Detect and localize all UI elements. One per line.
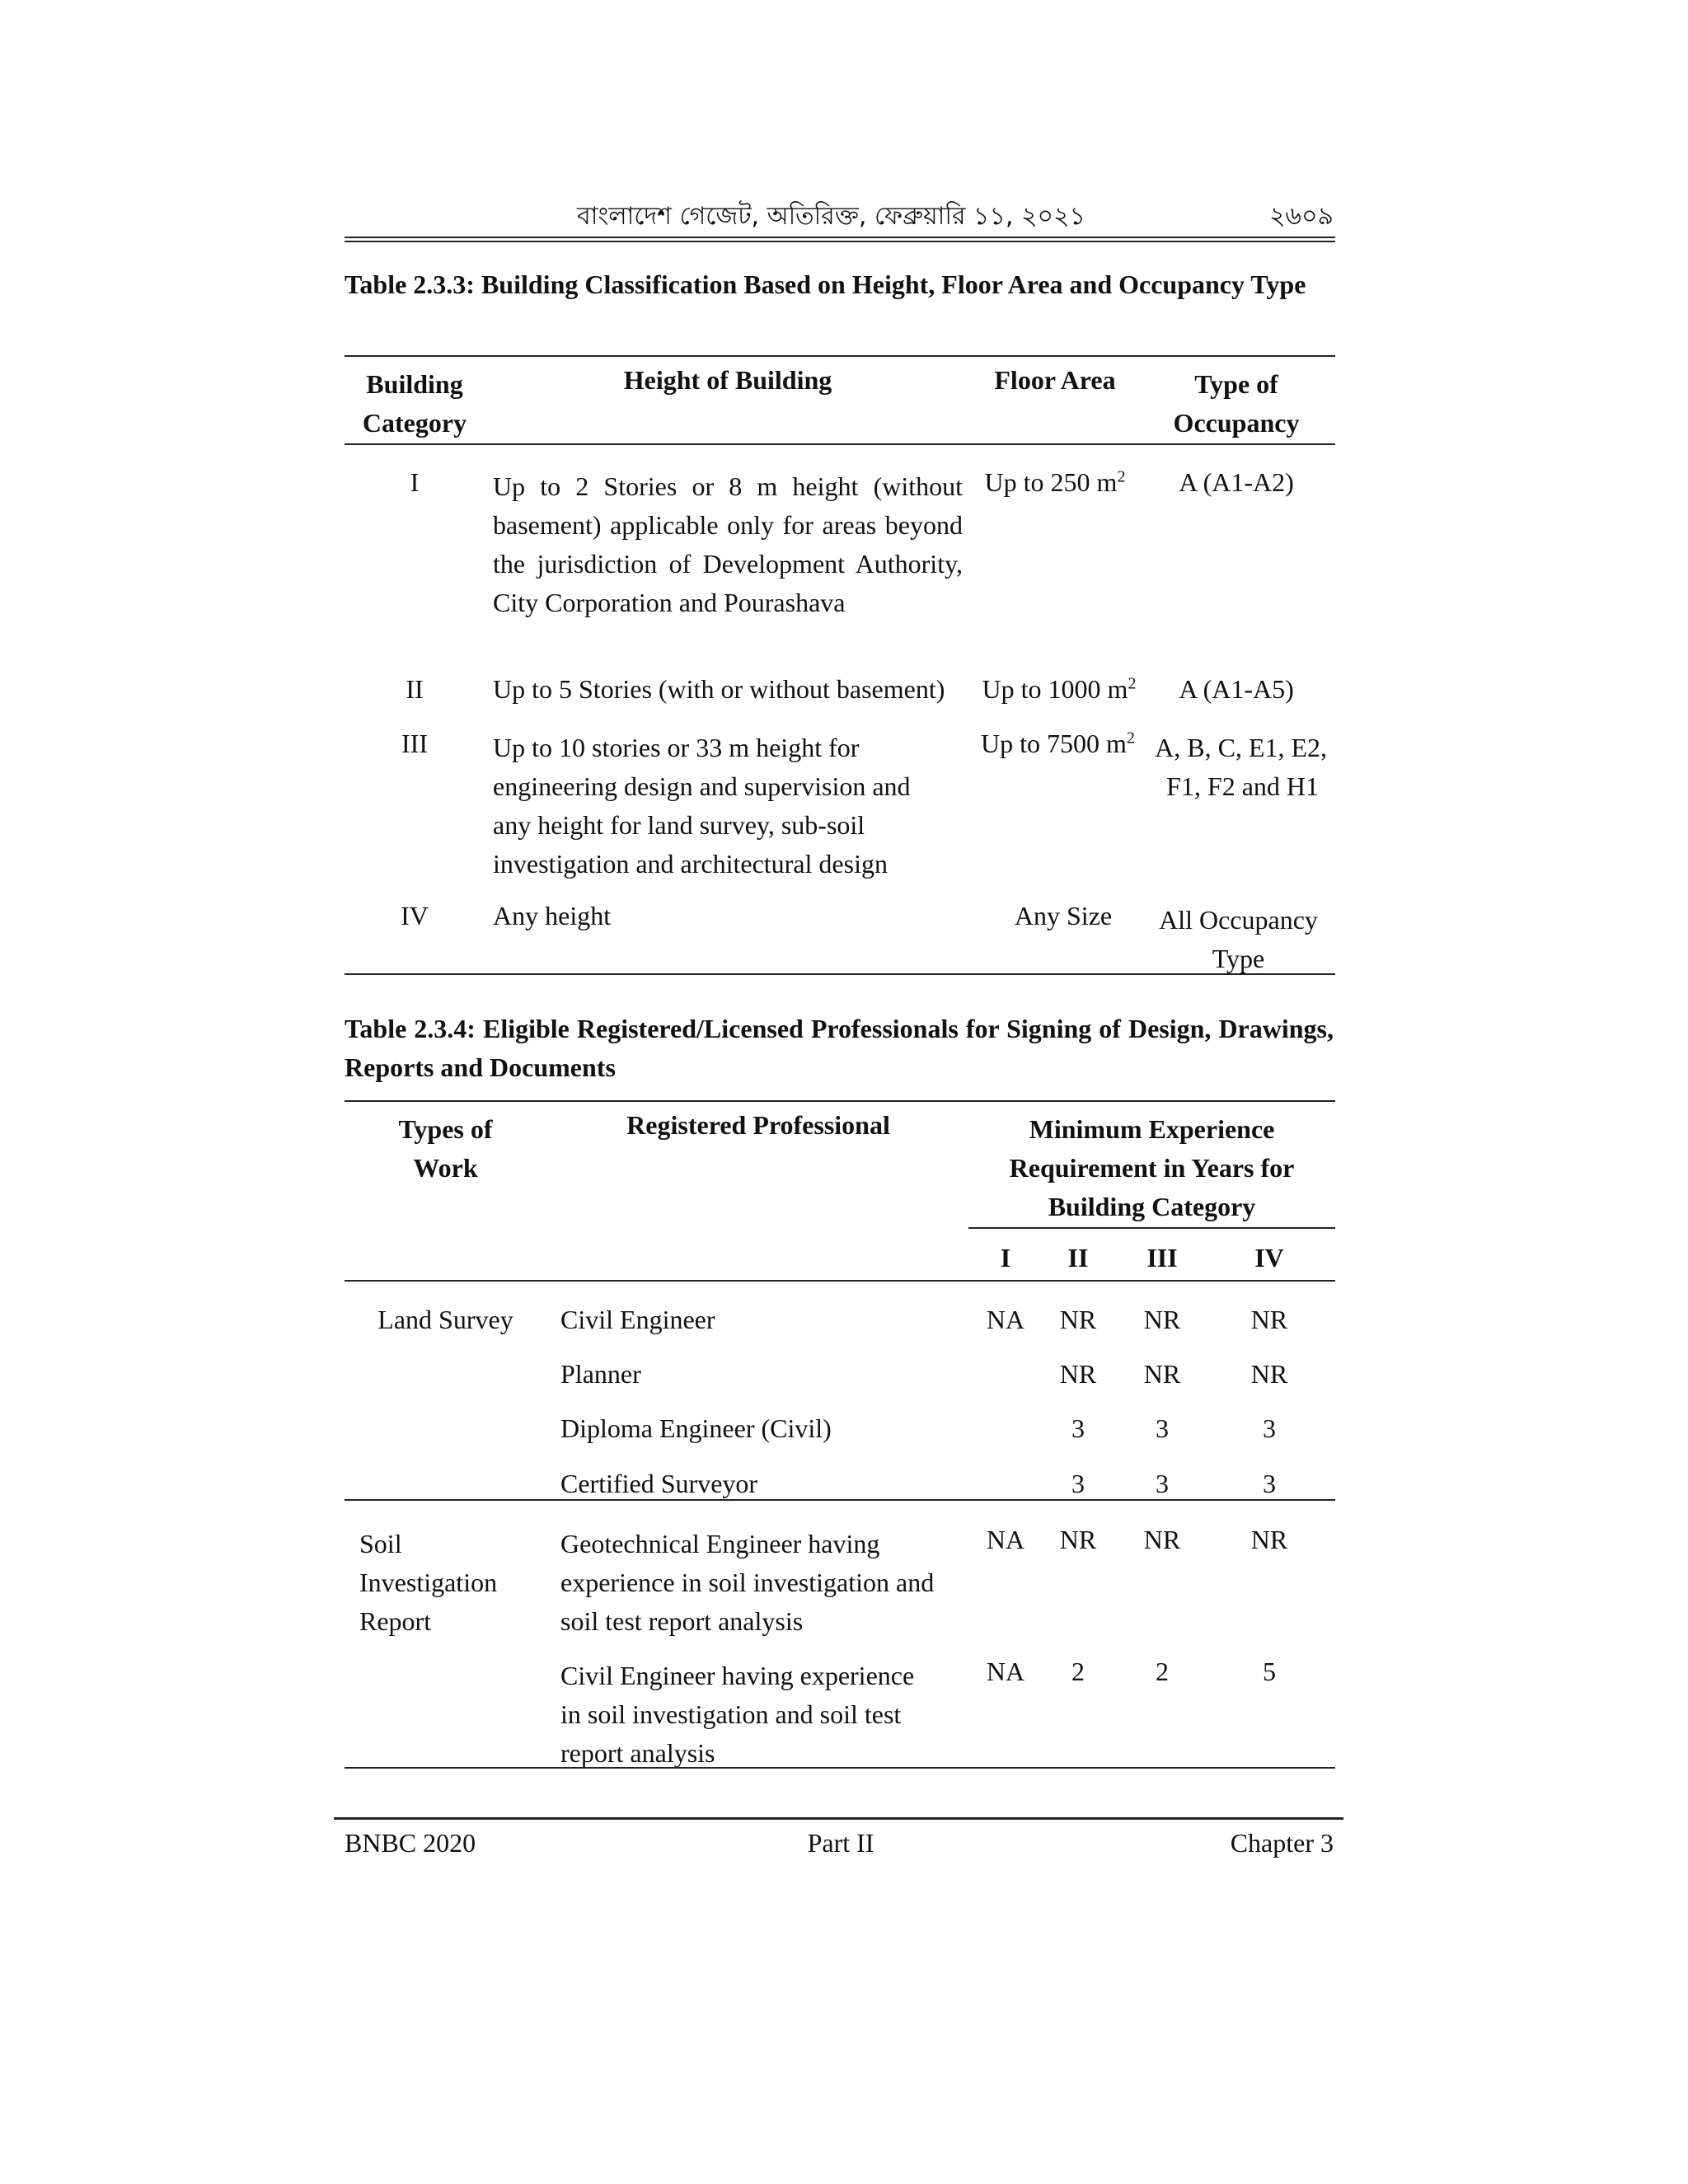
table2-caption: Table 2.3.4: Eligible Registered/Licensed Professionals for Signing of Design, Drawings, Reports and Documents <box>345 1014 1334 1082</box>
table1-row3-floor: Up to 7500 $m^2$ <box>981 729 1135 758</box>
table2-cell: NR <box>1059 1305 1097 1334</box>
table2-cell: NR <box>1059 1359 1097 1389</box>
table2-cell: NA <box>986 1525 1025 1554</box>
table2-cell: NR <box>1143 1525 1181 1554</box>
table2-cell: NA <box>986 1305 1025 1334</box>
table2-cell: 2 <box>1071 1657 1085 1686</box>
table1-row1-floor: Up to 250 $m^2$ <box>984 467 1126 497</box>
table1-header-rule <box>345 443 1335 445</box>
table1-row1-category: I <box>410 467 420 497</box>
table1-bottom-rule <box>345 973 1335 975</box>
table2-work-soil-investigation: Soil Investigation Report <box>359 1529 498 1636</box>
table2-cell: NR <box>1059 1525 1097 1554</box>
table2-cell: NR <box>1143 1359 1181 1389</box>
table2-row-professional: Planner <box>560 1359 641 1389</box>
table1-header-category: Building Category <box>362 369 467 438</box>
table1-row2-height: Up to 5 Stories (with or without basement) <box>493 674 945 704</box>
footer-right: Chapter 3 <box>1230 1828 1334 1858</box>
table2-cell: 3 <box>1071 1469 1085 1498</box>
table2-header-experience: Minimum Experience Requirement in Years for Building Category <box>1009 1114 1295 1221</box>
table2-cell: 2 <box>1156 1657 1169 1686</box>
page-number: ২৬০৯ <box>1269 202 1334 231</box>
table2-row-professional: Civil Engineer having experience in soil investigation and soil test report analysis <box>560 1661 915 1768</box>
table1-row2-floor: Up to 1000 $m^2$ <box>982 674 1137 704</box>
table2-cell: NA <box>986 1657 1025 1686</box>
table2-cell: NR <box>1250 1359 1288 1389</box>
table2-row-professional: Diploma Engineer (Civil) <box>560 1413 832 1443</box>
table1-row2-occupancy: A (A1-A5) <box>1179 674 1294 704</box>
table2-work-land-survey: Land Survey <box>377 1305 513 1334</box>
table2-header-rule <box>345 1280 1335 1282</box>
table1-row1-occupancy: A (A1-A2) <box>1179 467 1294 497</box>
table1-row3-category: III <box>401 729 428 758</box>
table2-cell: 5 <box>1263 1657 1276 1686</box>
gazette-header: বাংলাদেশ গেজেট, অতিরিক্ত, ফেব্রুয়ারি ১১, ২০২১ <box>577 202 1085 231</box>
table2-header-cat-4: IV <box>1254 1243 1284 1272</box>
table2-row-professional: Civil Engineer <box>560 1305 715 1334</box>
table2-cell: NR <box>1143 1305 1181 1334</box>
table2-header-cat-3: III <box>1146 1243 1178 1272</box>
table2-cell: 3 <box>1156 1413 1169 1443</box>
table1-row4-category: IV <box>401 901 429 930</box>
table1-row4-height: Any height <box>493 901 612 930</box>
table2-cell: 3 <box>1156 1469 1169 1498</box>
footer-center: Part II <box>807 1828 874 1858</box>
table2-header-work: Types of Work <box>398 1114 493 1183</box>
table1-row3-height: Up to 10 stories or 33 m height for engineering design and supervision and any height for land survey, sub-soil investigation and architectural design <box>493 733 911 879</box>
table2-header-professional: Registered Professional <box>626 1110 890 1140</box>
header-double-rule <box>345 237 1335 242</box>
table2-cell: 3 <box>1071 1413 1085 1443</box>
table1-row4-occupancy: All Occupancy Type <box>1159 905 1318 973</box>
table1-caption: Table 2.3.3: Building Classification Based on Height, Floor Area and Occupancy Type <box>345 269 1306 299</box>
table1-row2-category: II <box>406 674 424 704</box>
table1-row3-occupancy: A, B, C, E1, E2, F1, F2 and H1 <box>1155 733 1327 801</box>
table2-cell: 3 <box>1263 1469 1276 1498</box>
table2-subheader-rule <box>968 1227 1335 1229</box>
table1-header-occupancy: Type of Occupancy <box>1173 369 1300 438</box>
table2-cell: NR <box>1250 1525 1288 1554</box>
table2-header-cat-2: II <box>1067 1243 1089 1272</box>
table1-top-rule <box>345 355 1335 357</box>
footer-rule <box>334 1817 1343 1820</box>
table1-header-height: Height of Building <box>623 365 832 395</box>
table2-group-rule <box>345 1499 1335 1501</box>
table1-row4-floor: Any Size <box>1014 901 1113 930</box>
table2-row-professional: Geotechnical Engineer having experience in soil investigation and soil test report analysis <box>560 1529 935 1636</box>
table2-header-cat-1: I <box>1000 1243 1011 1272</box>
table2-cell: NR <box>1250 1305 1288 1334</box>
table1-row1-height: Up to 2 Stories or 8 m height (without basement) applicable only for areas beyond the jurisdiction of Development Authority, City Corporation and Pourashava <box>493 471 963 617</box>
table1-header-floor: Floor Area <box>994 365 1116 395</box>
footer-left: BNBC 2020 <box>345 1828 476 1858</box>
table2-cell: 3 <box>1263 1413 1276 1443</box>
table2-row-professional: Certified Surveyor <box>560 1469 758 1498</box>
table2-top-rule <box>345 1100 1335 1102</box>
table2-bottom-rule <box>345 1767 1335 1769</box>
